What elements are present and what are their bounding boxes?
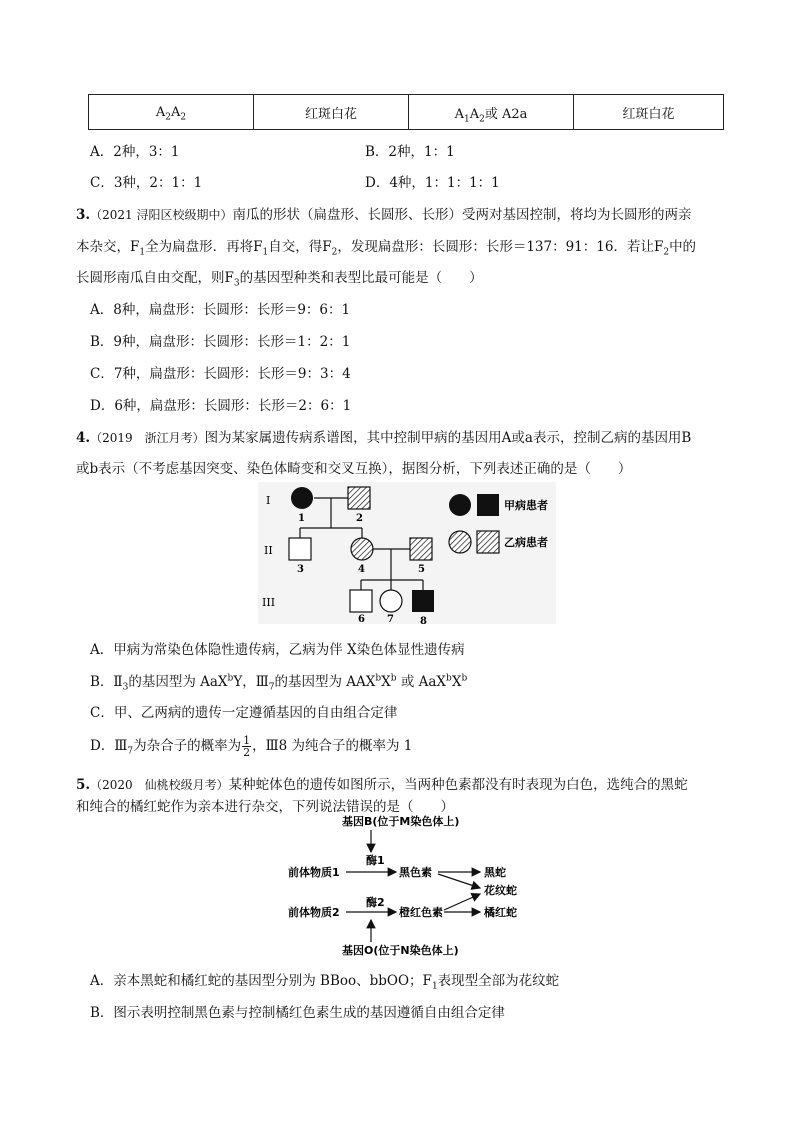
- legend-square-b: [477, 531, 499, 553]
- q5-stem-line1: 5.（2020 仙桃校级月考）某种蛇体色的遗传如图所示，当两种色素都没有时表现为白色，选纯合的黑蛇: [76, 777, 688, 793]
- individual-6: [350, 590, 372, 612]
- orange-snake-label: 橘红蛇: [484, 906, 517, 919]
- genotype-table: [88, 94, 724, 130]
- legend-circle-b: [449, 531, 471, 553]
- individual-number: 4: [358, 564, 365, 575]
- individual-3: [289, 538, 311, 560]
- q2-option-d[interactable]: D．4种，1：1：1：1: [365, 175, 500, 191]
- q3-option-c[interactable]: C．7种，扁盘形：长圆形：长形＝9：3：4: [90, 366, 351, 382]
- q2-option-c[interactable]: C．3种，2：1：1: [90, 175, 203, 191]
- table-cell: $A_1A_2$或 A2a: [409, 95, 574, 130]
- q4-stem-line1: 4.（2019 浙江月考）图为某家属遗传病系谱图，其中控制甲病的基因用A或a表示，控制乙病的基因用B: [76, 430, 692, 446]
- q3-stem-line1: 3.（2021 浔阳区校级期中）南瓜的形状（扁盘形、长圆形、长形）受两对基因控制，将均为长圆形的两亲: [76, 207, 692, 223]
- individual-number: 7: [387, 614, 394, 624]
- legend-circle-a: [449, 494, 471, 516]
- orange-pigment-label: 橙红色素: [399, 906, 443, 919]
- q4-option-c[interactable]: C．甲、乙两病的遗传一定遵循基因的自由组合定律: [90, 705, 398, 721]
- gene-b-label: 基因B(位于M染色体上): [342, 815, 460, 828]
- individual-number: 2: [356, 513, 363, 524]
- q3-stem-line3: 长圆形南瓜自由交配，则$F_3$的基因型种类和表型比最可能是（ ）: [76, 270, 483, 289]
- black-pigment-label: 黑色素: [399, 866, 432, 879]
- precursor2-label: 前体物质2: [288, 906, 340, 919]
- generation-label-1: I: [266, 494, 271, 507]
- enzyme2-label: 酶2: [366, 896, 385, 909]
- individual-1: [291, 487, 313, 509]
- enzyme1-label: 酶1: [366, 854, 385, 867]
- q5-option-a[interactable]: A．亲本黑蛇和橘红蛇的基因型分别为 BBoo、bbOO；$F_1$表现型全部为花纹蛇: [90, 973, 560, 992]
- individual-4: [351, 538, 373, 560]
- q3-option-a[interactable]: A．8种，扁盘形：长圆形：长形＝9：6：1: [90, 302, 351, 318]
- legend-square-a: [477, 494, 499, 516]
- legend-label-a: 甲病患者: [504, 499, 548, 512]
- individual-number: 8: [420, 616, 427, 624]
- table-row: [89, 95, 724, 130]
- q4-option-a[interactable]: A．甲病为常染色体隐性遗传病，乙病为伴 X染色体显性遗传病: [90, 642, 465, 658]
- q2-option-a[interactable]: A．2种，3：1: [90, 144, 180, 160]
- q3-option-d[interactable]: D．6种，扁盘形：长圆形：长形＝2：6：1: [90, 398, 352, 414]
- pigment-pathway-diagram: [280, 812, 530, 962]
- generation-label-3: III: [262, 596, 276, 609]
- precursor1-label: 前体物质1: [288, 866, 340, 879]
- q3-stem-line2: 本杂交，$F_1$全为扁盘形．再将$F_1$自交，得$F_2$，发现扁盘形：长圆形：长形＝137：91：16．若让$F_2$中的: [76, 239, 697, 258]
- pattern-snake-label: 花纹蛇: [484, 884, 517, 897]
- generation-label-2: II: [264, 544, 273, 557]
- q4-option-b[interactable]: B．$Ⅱ_3$的基因型为 AaX$^b$Y，$Ⅲ_7$的基因型为 $AAX^bX^b$ 或 $AaX^bX^b$: [90, 673, 468, 693]
- q5-stem-line2: 和纯合的橘红蛇作为亲本进行杂交，下列说法错误的是（ ）: [76, 799, 454, 815]
- gene-o-label: 基因O(位于N染色体上): [342, 944, 459, 957]
- q5-option-b[interactable]: B．图示表明控制黑色素与控制橘红色素生成的基因遵循自由组合定律: [90, 1005, 505, 1021]
- individual-5: [410, 538, 432, 560]
- black-snake-label: 黑蛇: [484, 866, 506, 879]
- individual-8: [412, 590, 434, 612]
- q4-stem-line2: 或b表示（不考虑基因突变、染色体畸变和交叉互换），据图分析，下列表述正确的是（ ）: [76, 461, 632, 477]
- table-cell: 红斑白花: [254, 95, 409, 130]
- individual-number: 6: [358, 614, 365, 624]
- individual-number: 3: [297, 564, 304, 575]
- individual-number: 1: [298, 513, 305, 524]
- table-cell: $A_2A_2$: [89, 95, 254, 130]
- pedigree-chart: [258, 482, 556, 624]
- individual-2: [348, 487, 370, 509]
- q3-option-b[interactable]: B．9种，扁盘形：长圆形：长形＝1：2：1: [90, 334, 351, 350]
- individual-7: [380, 590, 402, 612]
- individual-number: 5: [418, 564, 425, 575]
- q4-option-d[interactable]: D．$Ⅲ_7$为杂合子的概率为 $\frac{1}{2}$ ，Ⅲ8 为纯合子的概率为 1: [90, 734, 413, 759]
- q2-option-b[interactable]: B．2种，1：1: [365, 144, 455, 160]
- table-cell: 红斑白花: [574, 95, 724, 130]
- legend-label-b: 乙病患者: [504, 536, 548, 549]
